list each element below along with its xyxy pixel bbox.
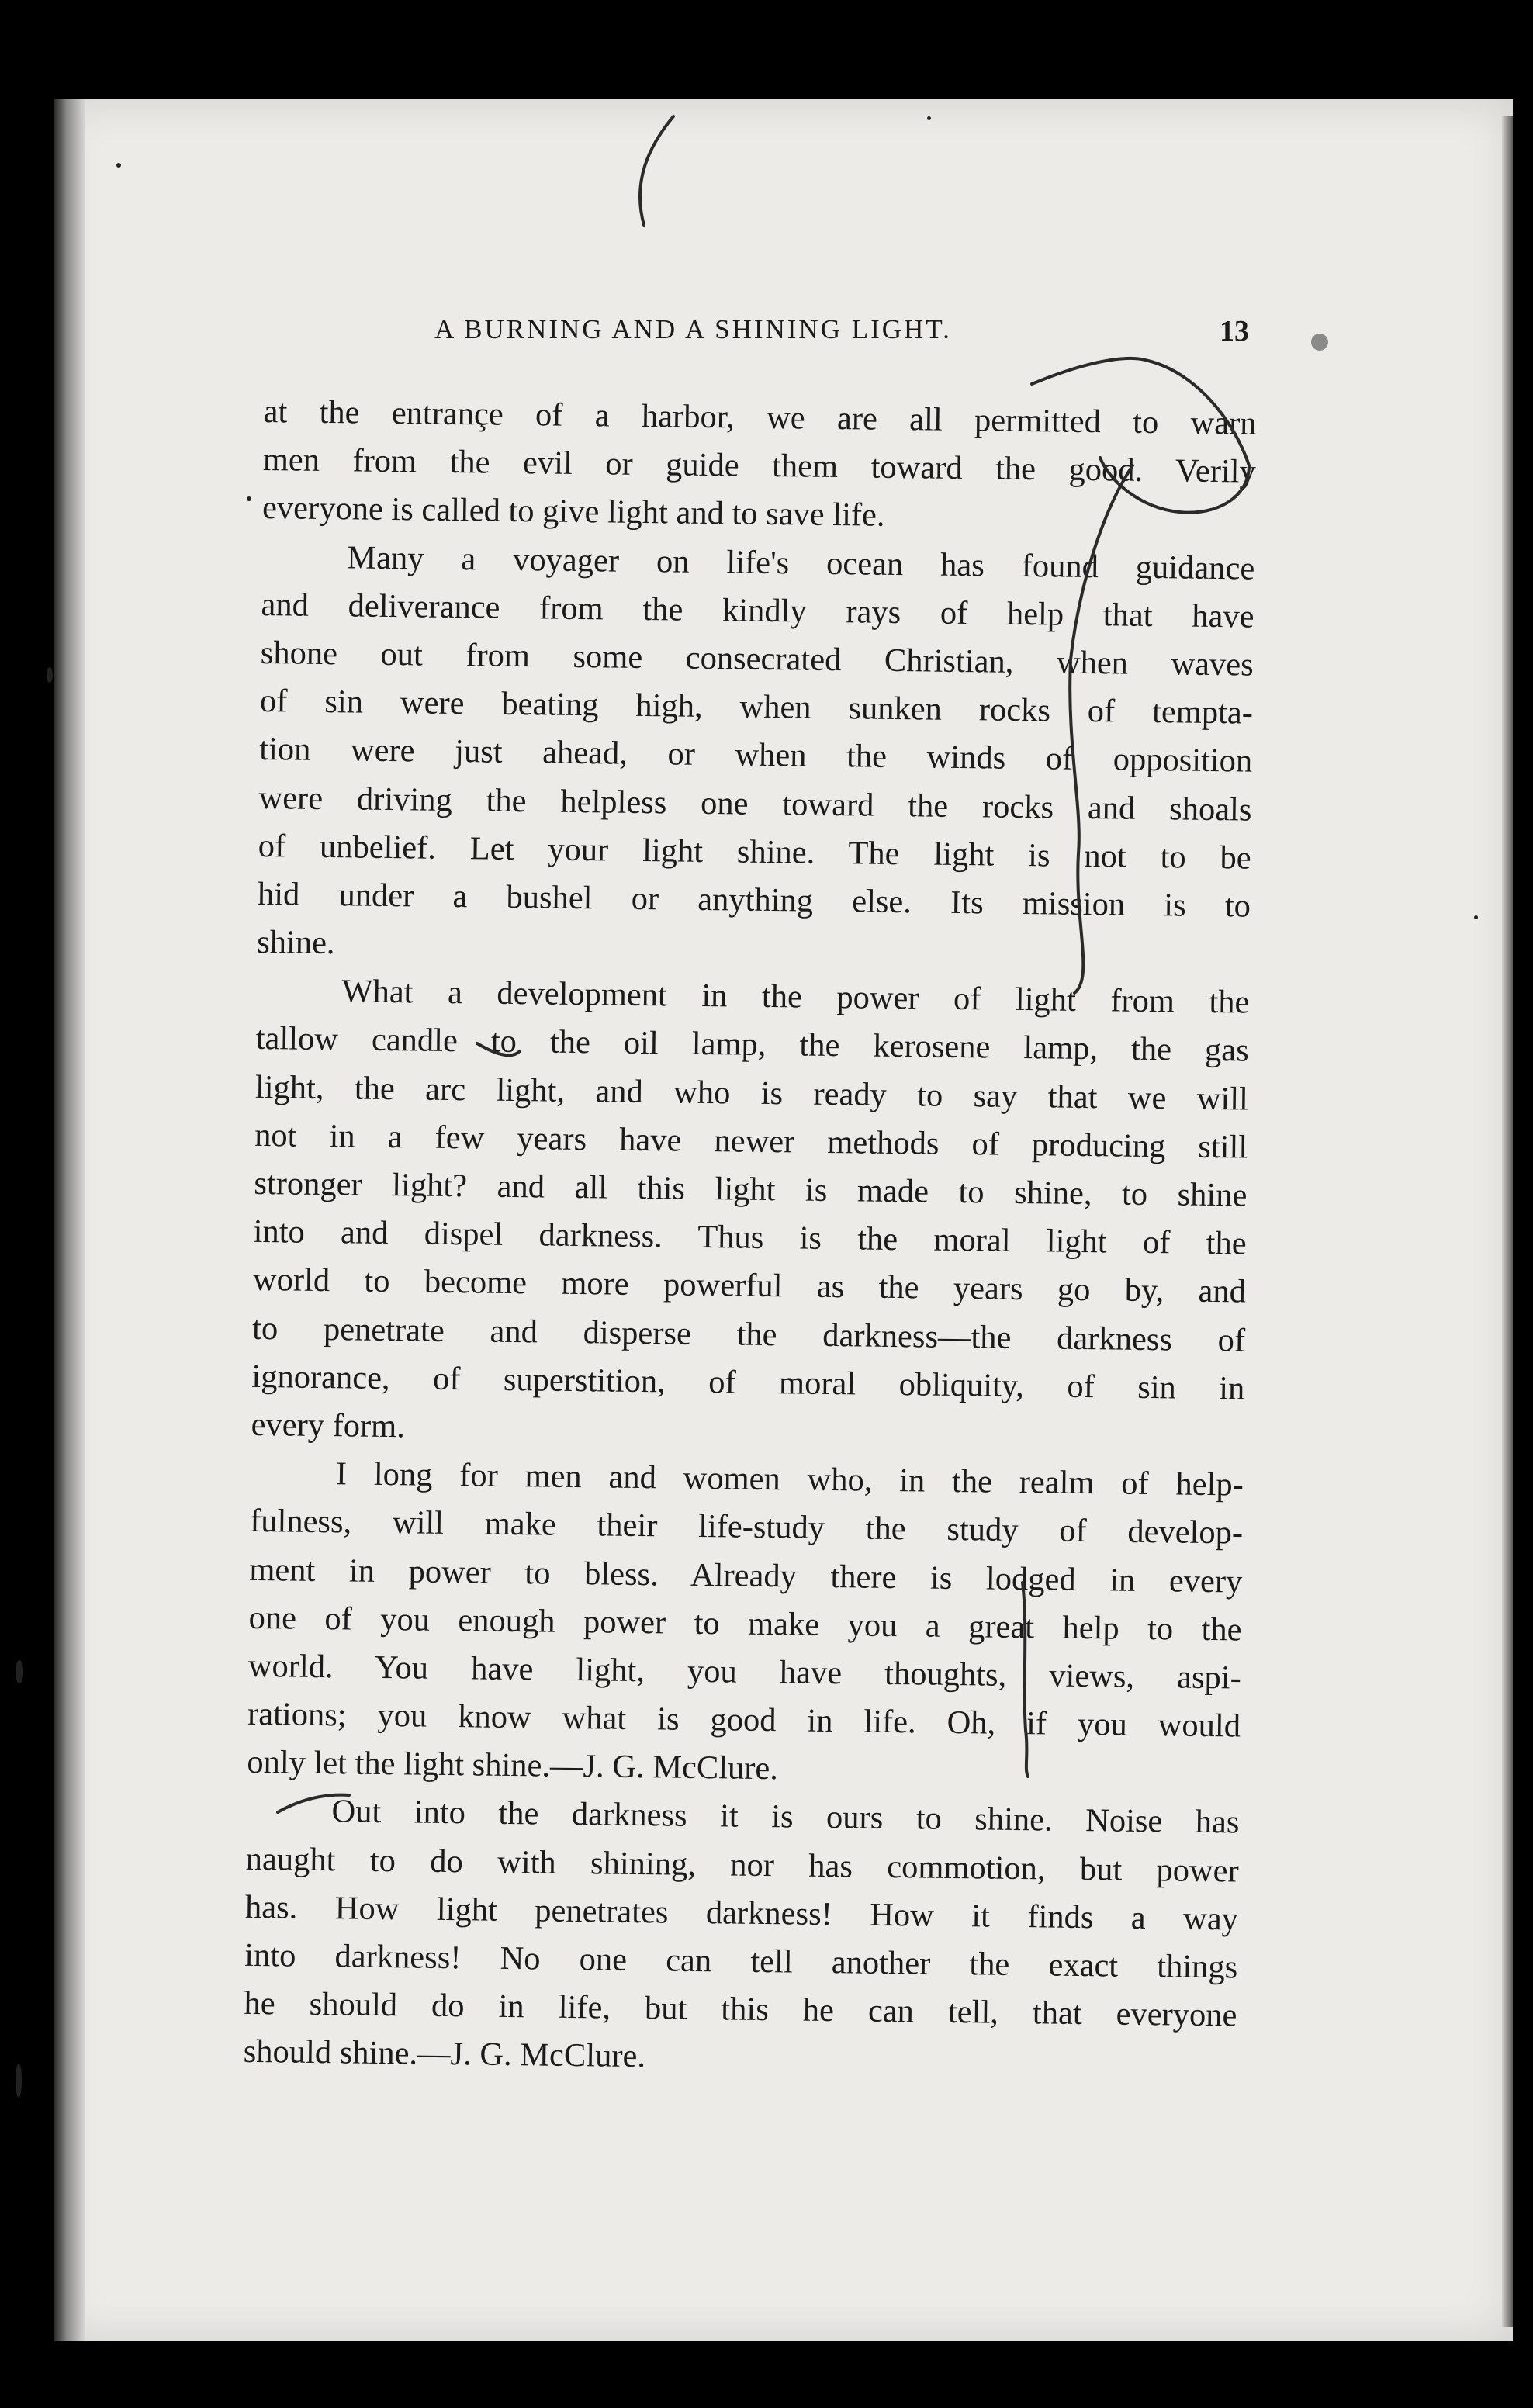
book-spine-shadow xyxy=(54,99,85,2341)
text-line: of unbelief. Let your light shine. The light is not to be xyxy=(258,827,1251,877)
text-line: world to become more powerful as the years go by, and xyxy=(252,1261,1247,1310)
text-line: not in a few years have newer methods of producing still xyxy=(254,1116,1248,1166)
paragraph-5 xyxy=(243,1787,1239,2088)
running-head: A BURNING AND A SHINING LIGHT. xyxy=(434,314,952,344)
text-line: and deliverance from the kindly rays of help that have xyxy=(261,586,1254,635)
text-line: Many a voyager on life's ocean has found guidance xyxy=(347,538,1255,587)
text-line: hid under a bushel or anything else. Its mission is to xyxy=(257,875,1251,925)
text-line: every form. xyxy=(251,1406,406,1445)
text-line: What a development in the power of light from the xyxy=(341,973,1250,1021)
text-line: Out into the darkness it is ours to shine. Noise has xyxy=(331,1793,1240,1841)
text-line: one of you enough power to make you a great help to the xyxy=(248,1599,1242,1649)
text-line: everyone is called to give light and to save life. xyxy=(261,490,885,535)
text-line: shine. xyxy=(256,924,335,962)
paragraph-3 xyxy=(251,967,1250,1461)
text-line: only let the light shine.—J. G. McClure. xyxy=(247,1744,779,1787)
paragraph-4 xyxy=(247,1449,1244,1799)
text-line: into and dispel darkness. Thus is the moral light of the xyxy=(253,1213,1247,1262)
text-line: of sin were beating high, when sunken rocks of tempta- xyxy=(259,683,1254,732)
text-line: naught to do with shining, nor has commotion, but power xyxy=(245,1840,1240,1890)
text-line: I long for men and women who, in the realm of help- xyxy=(335,1455,1244,1503)
text-line: were driving the helpless one toward the rocks and shoals xyxy=(258,779,1252,829)
text-line: ment in power to bless. Already there is lodged in every xyxy=(249,1551,1243,1600)
text-line: light, the arc light, and who is ready to say that we will xyxy=(254,1068,1249,1118)
text-line: stronger light? and all this light is made to shine, to shine xyxy=(254,1164,1248,1214)
text-line: tion were just ahead, or when the winds of opposition xyxy=(259,731,1253,780)
text-line: has. How light penetrates darkness! How it finds a way xyxy=(244,1888,1239,1938)
text-line: rations; you know what is good in life. Oh, if you would xyxy=(247,1695,1241,1745)
paragraph-2 xyxy=(257,533,1255,979)
text-line: tallow candle to the oil lamp, the kerosene lamp, the gas xyxy=(255,1020,1249,1070)
page-edge-shadow xyxy=(1502,116,1513,2327)
page-number: 13 xyxy=(1220,315,1249,348)
text-line: into darkness! No one can tell another the exact things xyxy=(244,1936,1238,1986)
text-line: he should do in life, but this he can tell, that everyone xyxy=(244,1985,1237,2034)
text-line: fulness, will make their life-study the study of develop- xyxy=(249,1503,1244,1552)
text-line: world. You have light, you have thoughts, views, aspi- xyxy=(247,1647,1242,1697)
text-line: shone out from some consecrated Christian, when waves xyxy=(260,634,1254,683)
body-text xyxy=(243,388,1256,2088)
paragraph-1 xyxy=(262,388,1257,545)
text-line: should shine.—J. G. McClure. xyxy=(243,2033,646,2075)
text-line: men from the evil or guide them toward the good. Verily xyxy=(262,441,1257,490)
text-line: to penetrate and disperse the darkness—the darkness of xyxy=(251,1310,1246,1359)
text-line: at the entrançe of a harbor, we are all permitted to warn xyxy=(263,393,1257,442)
text-line: ignorance, of superstition, of moral obliquity, of sin in xyxy=(251,1358,1245,1407)
